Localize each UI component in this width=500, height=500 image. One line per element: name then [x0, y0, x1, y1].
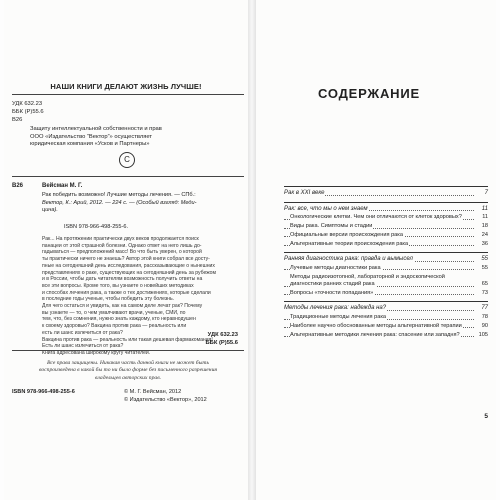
toc-entry — [284, 290, 488, 298]
bbk-code: ББК (Р)55.6 — [205, 339, 238, 346]
toc-page-number: 65 — [481, 281, 488, 288]
toc-section — [284, 252, 488, 297]
toc-page-number: 11 — [481, 205, 488, 212]
toc-entry-label: Альтернативные методики лечения рака: спасение или западня? — [290, 331, 460, 338]
table-of-contents — [284, 186, 488, 343]
toc-entry — [284, 214, 488, 222]
toc-entry-label: Лучевые методы диагностики рака — [290, 264, 381, 271]
ip-protection-notice — [30, 126, 230, 149]
annotation-line: представлениях о раке, существующих на сегодняшний день за рубежом — [42, 269, 216, 276]
publisher-slogan: НАШИ КНИГИ ДЕЛАЮТ ЖИЗНЬ ЛУЧШЕ! — [50, 82, 202, 91]
annotation-line: Вакцина против рака — реальность или такая дешевая фармакомания! — [42, 336, 213, 343]
divider — [12, 176, 244, 177]
annotation-line: вы узнаете — то, о чем умалчивают врачи, ученые, СМИ, по — [42, 309, 186, 316]
annotation-line: Книга адресована широкому кругу читателей. — [42, 349, 151, 356]
annotation-line: Для чего остаться и увидеть, как на самом деле лечат рак? Почему — [42, 303, 203, 310]
annotation-line: к своему здоровью? Вакцина против рака — реальность или — [42, 323, 187, 330]
udc-code: УДК 632.23 — [207, 332, 238, 338]
annotation-line: панацеи от этой страшной болезни. Однако ответ на него лишь до- — [42, 242, 202, 249]
page-title: СОДЕРЖАНИЕ — [318, 86, 420, 101]
toc-entry-label: Вопросы «точности попадания» — [290, 289, 374, 296]
toc-page-number: 7 — [484, 190, 488, 196]
toc-entry-label: Онкологические клетки. Чем они отличаются от клеток здоровых? — [290, 214, 462, 221]
protection-line: ООО «Издательство “Вектор”» осуществляет — [30, 133, 153, 140]
annotation-line: гадываться — предположений масс! Во что быть уверен, о которой — [42, 249, 202, 256]
copyright-line: © М. Г. Вейсман, 2012 — [124, 389, 182, 395]
toc-page-number: 55 — [481, 256, 488, 263]
section-rule — [284, 202, 488, 203]
bbk-code: ББК (Р)55.6 — [12, 109, 44, 115]
protection-line: юридическая компания «Усков и Партнеры» — [30, 141, 150, 148]
toc-entry-label: Альтернативные теории происхождения рака — [290, 240, 409, 247]
toc-page-number: 105 — [478, 331, 488, 338]
toc-page-number: 77 — [481, 305, 488, 312]
annotation-line: пные на сегодняшний день исследования, рассказывающие о нынешних — [42, 262, 215, 269]
toc-entry-label: Методы радиоизотопной, лабораторной и эндоскопической диагностики ранних стадий рака — [290, 273, 445, 288]
biblio-line: Рак победить возможно! Лучшие методы лечения. — СПб.: — [42, 192, 196, 198]
toc-entry — [284, 223, 488, 231]
toc-entry-label: Виды рака. Симптомы и стадии — [290, 222, 373, 229]
rights-notice — [24, 360, 232, 382]
toc-section-label: Методы лечения рака: надежда на? — [284, 305, 387, 312]
toc-section-heading — [284, 189, 488, 198]
copyright-line: © Издательство «Вектор», 2012 — [124, 396, 207, 403]
section-rule — [284, 186, 488, 187]
toc-section — [284, 186, 488, 198]
toc-section-heading — [284, 255, 488, 264]
annotation-line: и способах лечения рака, а также о тех достижениях, которые сделали — [42, 289, 211, 296]
toc-entry — [284, 314, 488, 322]
annotation-line: в последние годы ученые, чтобы победить эту болезнь. — [42, 296, 175, 303]
udc-code: УДК 632.23 — [12, 101, 43, 107]
toc-section — [284, 301, 488, 339]
toc-page-number: 24 — [481, 231, 488, 238]
biblio-author: Вейсман М. Г. — [42, 183, 83, 189]
book-gutter — [248, 0, 256, 500]
annotation-line: есть ли шанс излечиться от рака? — [42, 329, 123, 336]
annotation-line: и в России, чтобы дать читателям возможность получить ответы на — [42, 276, 203, 283]
toc-entry-label: Наиболее научно обоснованные методы альтернативной терапии — [290, 322, 462, 329]
toc-section — [284, 202, 488, 249]
toc-entry — [284, 332, 488, 340]
toc-section-label: Рак в XXI веке — [284, 190, 325, 196]
toc-section-label: Рак: все, что мы о нем знаем — [284, 205, 368, 212]
toc-page-number: 90 — [481, 322, 488, 329]
toc-page-number: 36 — [481, 240, 488, 247]
rights-line: владельцев авторских прав. — [94, 374, 162, 381]
toc-page-number: 18 — [481, 222, 488, 229]
toc-page-number: 73 — [481, 289, 488, 296]
rights-line: Все права защищены. Никакая часть данной книги не может быть — [47, 360, 209, 366]
protection-line: Защиту интеллектуальной собственности и прав — [30, 126, 162, 132]
annotation-line: Есть ли шанс излечиться от рака? — [42, 343, 124, 350]
annotation-line: все эти вопросы. Кроме того, вы узнаете о новейших методиках — [42, 282, 194, 289]
toc-entry — [284, 274, 488, 289]
isbn: ISBN 978-966-498-255-6 — [12, 389, 75, 395]
classification-codes-footer — [206, 332, 239, 347]
toc-section-label: Ранняя диагностика рака: правда и вымысел — [284, 256, 413, 263]
section-rule — [284, 301, 488, 302]
contents-page — [256, 0, 496, 500]
toc-section-heading — [284, 205, 488, 214]
page-number: 5 — [484, 413, 488, 420]
toc-entry — [284, 232, 488, 240]
toc-entry-label: Традиционные методы лечения рака — [290, 314, 387, 321]
annotation-line: тем, что, без сомнения, нужно знать каждому, кто неравнодушен — [42, 316, 196, 323]
toc-section-heading — [284, 304, 488, 313]
toc-entry — [284, 241, 488, 249]
divider — [12, 350, 244, 351]
toc-page-number: 55 — [481, 264, 488, 271]
biblio-line: цина). — [42, 207, 58, 214]
slogan-rule — [12, 94, 244, 95]
biblio-line: Вектор, К.: Арий, 2012. — 224 с. — (Особый взгляд: Меди- — [42, 199, 197, 206]
copyright-lines — [124, 389, 207, 404]
law-firm-logo: С — [119, 152, 135, 168]
biblio-description — [42, 192, 242, 215]
toc-page-number: 78 — [481, 314, 488, 321]
section-rule — [284, 252, 488, 253]
classification-block — [12, 100, 44, 124]
biblio-isbn: ISBN 978-966-498-255-6. — [64, 224, 129, 230]
biblio-code: В26 — [12, 183, 24, 189]
annotation-line: Рак... На протяжении практически двух веков продолжается поиск — [42, 236, 199, 242]
toc-entry-label: Официальные версии происхождения рака — [290, 231, 403, 238]
annotation-line: ты практически ничего не знаешь? Автор этой книги собрал все досту- — [42, 256, 210, 263]
toc-entry — [284, 265, 488, 273]
toc-page-number: 11 — [482, 214, 488, 221]
rights-line: воспроизведена в какой бы то ни было форме без письменного разрешения — [39, 367, 217, 374]
copyright-page — [4, 0, 248, 500]
author-mark: В26 — [12, 117, 23, 123]
toc-entry — [284, 323, 488, 331]
